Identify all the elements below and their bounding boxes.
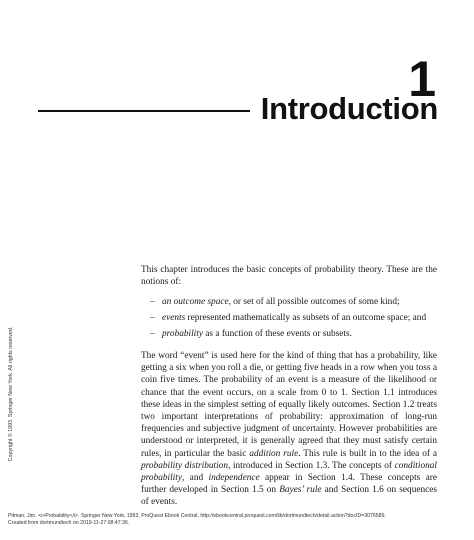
footer (8, 513, 470, 527)
footer-citation: Pitman, Jim. <i>Probability</i>. Springer New York, 1993. ProQuest Ebook Central, http://ebookcentral.proquest.com/lib/dortmundtech/detail.action?docID=3076589. (8, 513, 386, 519)
chapter-title: Introduction (260, 91, 438, 126)
list-item-text: , or set of all possible outcomes of some kind; (228, 297, 400, 307)
side-copyright (4, 280, 14, 510)
list-dash: – (150, 329, 155, 339)
paragraph-text: The word “event” is used here for the kind of thing that has a probability, like getting a six when you roll a die, or getting five heads in a row when you toss a coin five times. The probability of an event is a measure of the likelihood or chance that the event occurs, on a scale from 0 to 1. Section 1.1 introduces these ideas in the simplest setting of equally likely outcomes. Section 1.2 treats two important interpretations of probability: approximation of long-run frequencies and subjective judgment of uncertainty. However probabilities are understood or interpreted, it is generally agreed that they must satisfy certain rules, in particular the basic (141, 351, 437, 459)
emphasis-probability-distribution: probability distribution (141, 460, 228, 471)
emphasis-independence: independence (208, 473, 260, 484)
list-item-emphasis: events (162, 313, 186, 323)
paragraph-text: and Section 1.6 on sequences of events. (141, 485, 437, 508)
list-dash: – (150, 297, 155, 307)
emphasis-conditional-probability: conditional probability (141, 460, 437, 484)
intro-paragraph: This chapter introduces the basic concepts of probability theory. These are the notions of: (141, 265, 437, 288)
paragraph-text: , and (181, 473, 209, 484)
paragraph-text: . This rule is built in to the idea of a (298, 448, 437, 459)
list-dash: – (150, 313, 155, 323)
list-item (150, 296, 400, 308)
chapter-number: 1 (408, 51, 436, 107)
list-item (150, 312, 426, 324)
title-rule (38, 110, 250, 112)
emphasis-addition-rule: addition rule (249, 448, 299, 459)
body-paragraph (141, 350, 437, 509)
side-copyright-text: Copyright © 1993. Springer New York. All rights reserved. (8, 326, 14, 462)
list-item (150, 328, 352, 340)
emphasis-bayes-rule: Bayes’ rule (279, 485, 322, 496)
list-item-emphasis: an outcome space (162, 297, 229, 307)
list-item-text: represented mathematically as subsets of an outcome space; and (185, 313, 427, 323)
list-item-text: as a function of these events or subsets. (202, 329, 352, 339)
paragraph-text: appear in Section 1.4. These concepts are further developed in Section 1.5 on (141, 473, 437, 496)
paragraph-text: , introduced in Section 1.3. The concepts of (227, 460, 395, 471)
footer-created: Created from dortmundtech on 2019-11-27 08:47:36. (8, 520, 130, 526)
list-item-emphasis: probability (162, 329, 203, 339)
